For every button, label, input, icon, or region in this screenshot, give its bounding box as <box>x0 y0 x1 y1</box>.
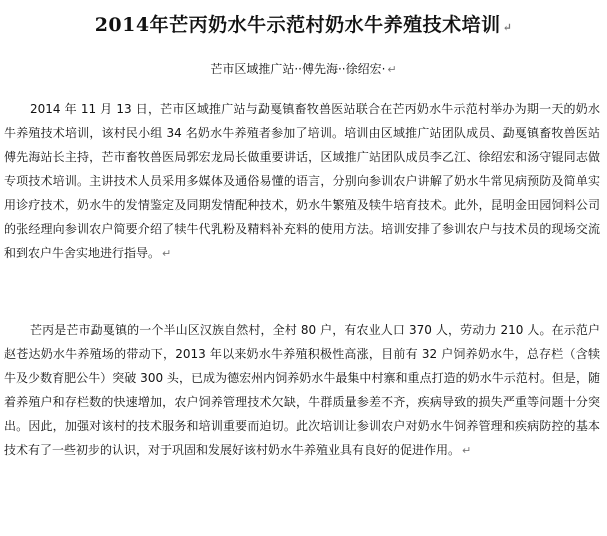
author-line <box>0 60 607 77</box>
document-title <box>0 10 607 37</box>
paragraph-mark-icon: ↵ <box>462 444 472 457</box>
title-text: 2014年芒丙奶水牛示范村奶水牛养殖技术培训 <box>94 14 501 36</box>
paragraph-text: 2014 年 11 月 13 日，芒市区域推广站与勐戛镇畜牧兽医站联合在芒丙奶水牛示范村举办为期一天的奶水牛养殖技术培训，该村民小组 34 名奶水牛养殖者参加了培训。培训由区域推广站团队成员、勐戛镇畜牧兽医站傅先海站长主持，芒市畜牧兽医局郭宏龙局长做重要讲话，区域推广站团队成员李乙江、徐绍宏和汤守锟同志做专项技术培训。主讲技术人员采用多媒体及通俗易懂的语言，分别向参训农户讲解了奶水牛常见病预防及简单实用诊疗技术，奶水牛的发情鉴定及同期发情配种技术，奶水牛繁殖及犊牛培育技术。此外，昆明金田园饲料公司的张经理向参训农户简要介绍了犊牛代乳粉及精料补充料的使用方法。培训安排了参训农户与技术员的现场交流和到农户牛舍实地进行指导。 <box>4 102 600 260</box>
paragraph-text: 芒丙是芒市勐戛镇的一个半山区汉族自然村，全村 80 户，有农业人口 370 人，劳动力 210 人。在示范户赵苍达奶水牛养殖场的带动下，2013 年以来奶水牛养殖积极性高涨，目前有 32 户饲养奶水牛，总存栏（含犊牛及少数育肥公牛）突破 300 头，已成为德宏州内饲养奶水牛最集中村寨和重点打造的奶水牛示范村。但是，随着养殖户和存栏数的快速增加，农户饲养管理技术欠缺，牛群质量参差不齐，疾病导致的损失严重等问题十分突出。因此，加强对该村的技术服务和培训重要而迫切。此次培训让参训农户对奶水牛饲养管理和疾病防控的基本技术有了一些初步的认识，对于巩固和发展好该村奶水牛养殖业具有良好的促进作用。 <box>4 323 600 457</box>
paragraph-mark-icon: ↵ <box>162 247 172 260</box>
paragraph-mark-icon: ↵ <box>387 63 397 76</box>
body-paragraph-1 <box>4 97 600 266</box>
body-paragraph-2 <box>4 318 600 463</box>
paragraph-mark-icon: ↵ <box>502 21 513 34</box>
author-text: 芒市区域推广站··傅先海··徐绍宏· <box>210 62 386 76</box>
